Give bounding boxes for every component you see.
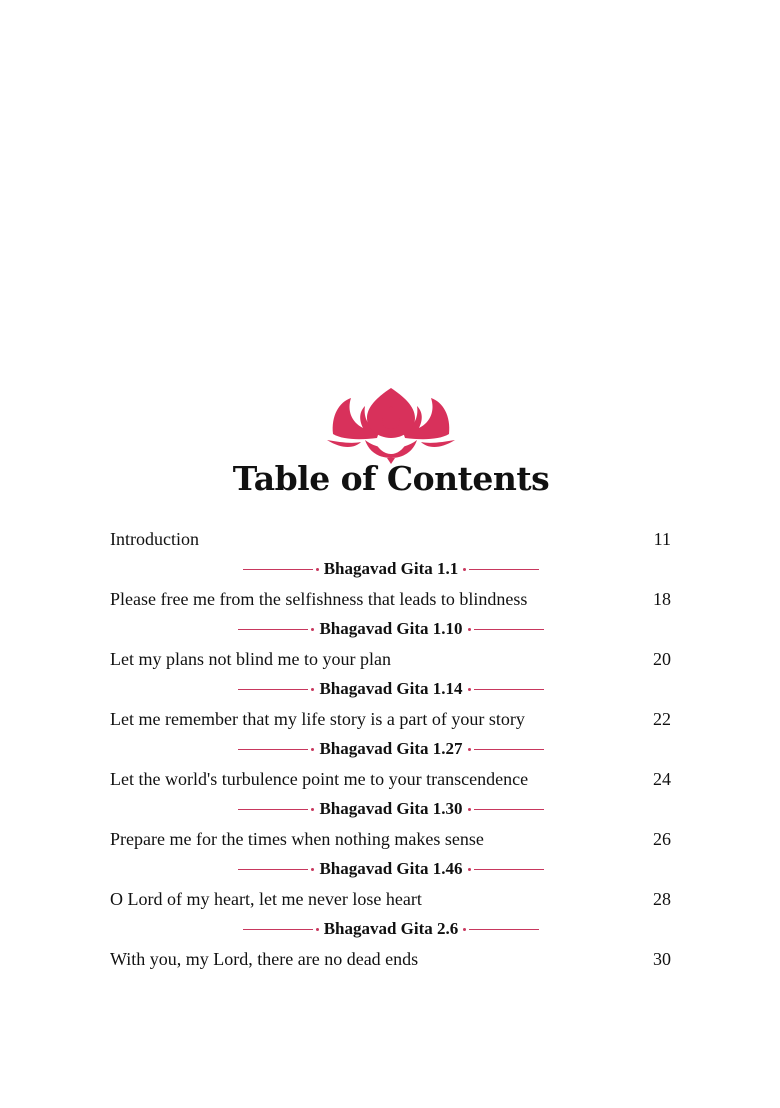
lotus-icon: [325, 384, 457, 464]
divider-dot: [311, 748, 314, 751]
toc-entry[interactable]: [110, 644, 672, 674]
toc-entry-title: Introduction: [110, 528, 199, 549]
divider-line: [238, 749, 308, 750]
toc-entry-page: 24: [653, 768, 671, 789]
divider-line: [238, 809, 308, 810]
section-verse-label: Bhagavad Gita 1.46: [319, 859, 463, 878]
toc-entry-title: With you, my Lord, there are no dead ends: [110, 948, 419, 969]
section-divider: [110, 554, 672, 584]
section-divider: [110, 854, 672, 884]
section-divider: [110, 794, 672, 824]
divider-line: [243, 569, 313, 570]
divider-dot: [311, 808, 314, 811]
divider-dot: [463, 928, 466, 931]
divider-line: [238, 629, 308, 630]
divider-line: [474, 869, 544, 870]
divider-line: [474, 689, 544, 690]
toc-entry-title: Let my plans not blind me to your plan: [110, 648, 391, 669]
toc-entry-page: 11: [653, 528, 671, 549]
toc-entry-title: Let me remember that my life story is a part of your story: [110, 708, 525, 729]
toc-entry-title: Let the world's turbulence point me to your transcendence: [110, 768, 529, 789]
toc-entry[interactable]: [110, 944, 672, 974]
divider-line: [238, 869, 308, 870]
divider-line: [474, 629, 544, 630]
toc-entry-page: 28: [653, 888, 671, 909]
section-divider: [110, 914, 672, 944]
toc-entry[interactable]: [110, 764, 672, 794]
toc-entry-title: Please free me from the selfishness that leads to blindness: [110, 588, 528, 609]
divider-line: [469, 569, 539, 570]
divider-dot: [468, 688, 471, 691]
divider-line: [469, 929, 539, 930]
divider-line: [474, 809, 544, 810]
toc-entry[interactable]: [110, 704, 672, 734]
toc-entry-title: O Lord of my heart, let me never lose heart: [110, 888, 422, 909]
toc-entry-page: 20: [653, 648, 671, 669]
section-divider: [110, 614, 672, 644]
page-title: Table of Contents: [232, 459, 550, 498]
toc-entry[interactable]: [110, 824, 672, 854]
divider-dot: [468, 868, 471, 871]
divider-dot: [463, 568, 466, 571]
divider-dot: [468, 808, 471, 811]
toc-entry-page: 26: [653, 828, 671, 849]
toc-entry-title: Prepare me for the times when nothing makes sense: [110, 828, 484, 849]
toc-entry[interactable]: [110, 584, 672, 614]
toc-list: [110, 524, 672, 974]
section-verse-label: Bhagavad Gita 1.27: [319, 739, 463, 758]
section-verse-label: Bhagavad Gita 1.10: [319, 619, 463, 638]
toc-entry[interactable]: [110, 884, 672, 914]
divider-dot: [316, 928, 319, 931]
toc-entry-page: 18: [653, 588, 671, 609]
divider-dot: [468, 748, 471, 751]
section-verse-label: Bhagavad Gita 1.14: [319, 679, 463, 698]
section-verse-label: Bhagavad Gita 1.1: [323, 559, 459, 578]
divider-line: [243, 929, 313, 930]
divider-dot: [311, 628, 314, 631]
section-divider: [110, 734, 672, 764]
divider-dot: [468, 628, 471, 631]
toc-entry-introduction[interactable]: [110, 524, 672, 554]
divider-dot: [311, 868, 314, 871]
divider-dot: [316, 568, 319, 571]
section-verse-label: Bhagavad Gita 1.30: [319, 799, 463, 818]
section-divider: [110, 674, 672, 704]
toc-entry-page: 30: [653, 948, 671, 969]
section-verse-label: Bhagavad Gita 2.6: [323, 919, 459, 938]
divider-line: [474, 749, 544, 750]
toc-entry-page: 22: [653, 708, 671, 729]
divider-dot: [311, 688, 314, 691]
divider-line: [238, 689, 308, 690]
